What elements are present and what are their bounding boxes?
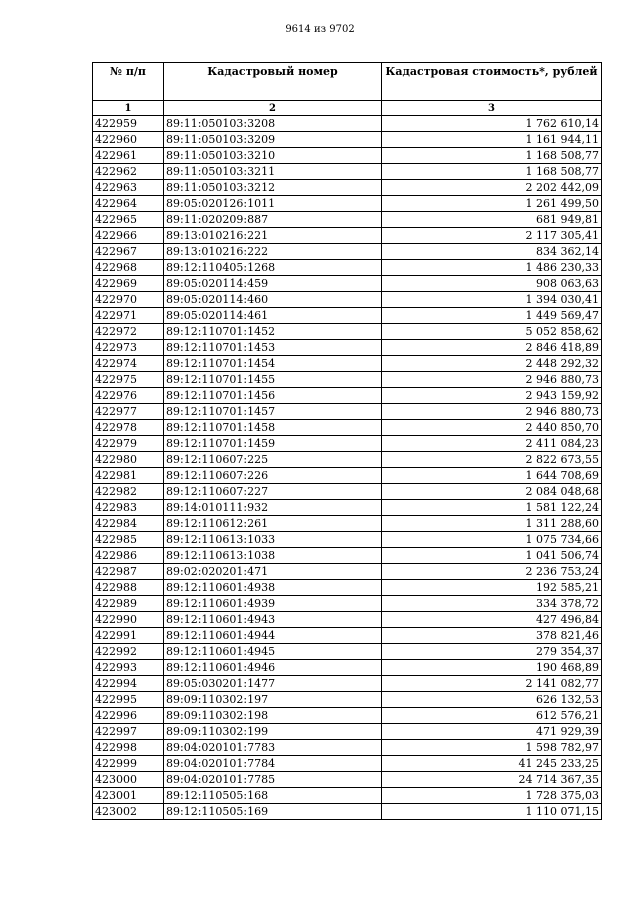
cadastral-number: 89:11:050103:3209 (164, 132, 382, 148)
cadastral-value: 2 411 084,23 (382, 436, 602, 452)
table-row (93, 724, 602, 740)
cadastral-number: 89:12:110701:1455 (164, 372, 382, 388)
table-row (93, 692, 602, 708)
cadastral-number: 89:12:110701:1457 (164, 404, 382, 420)
cadastral-number: 89:13:010216:222 (164, 244, 382, 260)
cadastral-number: 89:12:110701:1458 (164, 420, 382, 436)
table-row (93, 164, 602, 180)
cadastral-value: 2 084 048,68 (382, 484, 602, 500)
cadastral-value: 834 362,14 (382, 244, 602, 260)
cadastral-number: 89:14:010111:932 (164, 500, 382, 516)
cadastral-value: 1 161 944,11 (382, 132, 602, 148)
table-row (93, 612, 602, 628)
row-number: 422961 (93, 148, 164, 164)
table-row (93, 340, 602, 356)
row-number: 422993 (93, 660, 164, 676)
cadastral-number: 89:12:110601:4946 (164, 660, 382, 676)
cadastral-value: 626 132,53 (382, 692, 602, 708)
table-row (93, 644, 602, 660)
cadastral-value: 1 598 782,97 (382, 740, 602, 756)
cadastral-value: 1 394 030,41 (382, 292, 602, 308)
table-row (93, 292, 602, 308)
cadastral-number: 89:05:020114:459 (164, 276, 382, 292)
row-number: 422990 (93, 612, 164, 628)
row-number: 422992 (93, 644, 164, 660)
cadastral-value: 1 261 499,50 (382, 196, 602, 212)
page-header: 9614 из 9702 (285, 24, 355, 35)
cadastral-value: 2 440 850,70 (382, 420, 602, 436)
row-number: 422963 (93, 180, 164, 196)
table-row (93, 804, 602, 820)
cadastral-number: 89:11:020209:887 (164, 212, 382, 228)
column-number: 2 (164, 101, 382, 116)
cadastral-value: 2 448 292,32 (382, 356, 602, 372)
cadastral-number: 89:09:110302:199 (164, 724, 382, 740)
cadastral-number: 89:02:020201:471 (164, 564, 382, 580)
row-number: 422985 (93, 532, 164, 548)
header-cadastral-value: Кадастровая стоимость*, рублей (382, 63, 602, 101)
cadastral-value: 681 949,81 (382, 212, 602, 228)
cadastral-value: 378 821,46 (382, 628, 602, 644)
row-number: 422969 (93, 276, 164, 292)
table-row (93, 708, 602, 724)
cadastral-value: 5 052 858,62 (382, 324, 602, 340)
table-header-row (93, 63, 602, 101)
cadastral-value: 2 202 442,09 (382, 180, 602, 196)
cadastral-value: 908 063,63 (382, 276, 602, 292)
row-number: 422974 (93, 356, 164, 372)
cadastral-value: 190 468,89 (382, 660, 602, 676)
table-row (93, 260, 602, 276)
table-row (93, 404, 602, 420)
row-number: 422966 (93, 228, 164, 244)
table-row (93, 500, 602, 516)
cadastral-value: 2 943 159,92 (382, 388, 602, 404)
row-number: 422959 (93, 116, 164, 132)
cadastral-value: 24 714 367,35 (382, 772, 602, 788)
table-row (93, 228, 602, 244)
table-row (93, 772, 602, 788)
cadastral-number: 89:05:020114:460 (164, 292, 382, 308)
cadastral-value: 2 946 880,73 (382, 372, 602, 388)
cadastral-number: 89:05:030201:1477 (164, 676, 382, 692)
table-row (93, 548, 602, 564)
row-number: 422960 (93, 132, 164, 148)
cadastral-number: 89:13:010216:221 (164, 228, 382, 244)
row-number: 422997 (93, 724, 164, 740)
cadastral-value: 1 041 506,74 (382, 548, 602, 564)
cadastral-value: 2 236 753,24 (382, 564, 602, 580)
cadastral-number: 89:12:110505:169 (164, 804, 382, 820)
table-row (93, 516, 602, 532)
table-row (93, 740, 602, 756)
row-number: 422994 (93, 676, 164, 692)
cadastral-number: 89:12:110601:4938 (164, 580, 382, 596)
cadastral-number: 89:12:110607:225 (164, 452, 382, 468)
row-number: 422968 (93, 260, 164, 276)
cadastral-value: 1 581 122,24 (382, 500, 602, 516)
table-row (93, 372, 602, 388)
row-number: 422989 (93, 596, 164, 612)
cadastral-value: 41 245 233,25 (382, 756, 602, 772)
table-row (93, 564, 602, 580)
cadastral-value: 279 354,37 (382, 644, 602, 660)
cadastral-value: 1 728 375,03 (382, 788, 602, 804)
table-row (93, 196, 602, 212)
row-number: 422971 (93, 308, 164, 324)
cadastral-number: 89:12:110701:1456 (164, 388, 382, 404)
cadastral-number: 89:09:110302:197 (164, 692, 382, 708)
cadastral-number: 89:12:110612:261 (164, 516, 382, 532)
table-row (93, 756, 602, 772)
cadastral-number: 89:11:050103:3208 (164, 116, 382, 132)
column-number-row (93, 101, 602, 116)
row-number: 422980 (93, 452, 164, 468)
table-row (93, 308, 602, 324)
cadastral-number: 89:05:020114:461 (164, 308, 382, 324)
row-number: 422979 (93, 436, 164, 452)
cadastral-number: 89:11:050103:3210 (164, 148, 382, 164)
row-number: 422962 (93, 164, 164, 180)
cadastral-number: 89:12:110601:4945 (164, 644, 382, 660)
row-number: 422996 (93, 708, 164, 724)
cadastral-value: 1 449 569,47 (382, 308, 602, 324)
cadastral-number: 89:12:110601:4943 (164, 612, 382, 628)
table-row (93, 788, 602, 804)
row-number: 422984 (93, 516, 164, 532)
cadastral-value: 1 168 508,77 (382, 164, 602, 180)
table-row (93, 356, 602, 372)
row-number: 422967 (93, 244, 164, 260)
row-number: 423000 (93, 772, 164, 788)
row-number: 422964 (93, 196, 164, 212)
table-row (93, 324, 602, 340)
table-row (93, 212, 602, 228)
cadastral-value: 427 496,84 (382, 612, 602, 628)
cadastral-value: 1 110 071,15 (382, 804, 602, 820)
cadastral-number: 89:12:110607:226 (164, 468, 382, 484)
cadastral-number: 89:12:110701:1453 (164, 340, 382, 356)
table-row (93, 628, 602, 644)
cadastral-number: 89:12:110601:4939 (164, 596, 382, 612)
header-cadastral-number: Кадастровый номер (164, 63, 382, 101)
row-number: 422986 (93, 548, 164, 564)
row-number: 422975 (93, 372, 164, 388)
cadastral-number: 89:04:020101:7783 (164, 740, 382, 756)
cadastral-value: 1 075 734,66 (382, 532, 602, 548)
cadastral-table (92, 62, 602, 820)
cadastral-value: 471 929,39 (382, 724, 602, 740)
cadastral-value: 1 486 230,33 (382, 260, 602, 276)
row-number: 422983 (93, 500, 164, 516)
row-number: 422981 (93, 468, 164, 484)
header-number: № п/п (93, 63, 164, 101)
row-number: 422973 (93, 340, 164, 356)
table-row (93, 484, 602, 500)
cadastral-number: 89:09:110302:198 (164, 708, 382, 724)
row-number: 422965 (93, 212, 164, 228)
cadastral-value: 2 946 880,73 (382, 404, 602, 420)
cadastral-value: 1 762 610,14 (382, 116, 602, 132)
table-row (93, 436, 602, 452)
row-number: 422978 (93, 420, 164, 436)
row-number: 422991 (93, 628, 164, 644)
table-row (93, 676, 602, 692)
cadastral-number: 89:12:110613:1033 (164, 532, 382, 548)
cadastral-number: 89:04:020101:7785 (164, 772, 382, 788)
cadastral-value: 612 576,21 (382, 708, 602, 724)
table-row (93, 148, 602, 164)
cadastral-value: 2 117 305,41 (382, 228, 602, 244)
row-number: 422995 (93, 692, 164, 708)
cadastral-value: 1 311 288,60 (382, 516, 602, 532)
cadastral-number: 89:12:110701:1459 (164, 436, 382, 452)
row-number: 422987 (93, 564, 164, 580)
table-row (93, 532, 602, 548)
cadastral-value: 1 644 708,69 (382, 468, 602, 484)
table-row (93, 468, 602, 484)
row-number: 422970 (93, 292, 164, 308)
table-row (93, 388, 602, 404)
column-number: 1 (93, 101, 164, 116)
row-number: 422972 (93, 324, 164, 340)
row-number: 422977 (93, 404, 164, 420)
cadastral-number: 89:04:020101:7784 (164, 756, 382, 772)
table-row (93, 452, 602, 468)
table-row (93, 596, 602, 612)
table-row (93, 244, 602, 260)
table-row (93, 180, 602, 196)
cadastral-number: 89:12:110601:4944 (164, 628, 382, 644)
row-number: 422999 (93, 756, 164, 772)
row-number: 422976 (93, 388, 164, 404)
cadastral-number: 89:12:110505:168 (164, 788, 382, 804)
table-row (93, 580, 602, 596)
cadastral-value: 334 378,72 (382, 596, 602, 612)
row-number: 422988 (93, 580, 164, 596)
cadastral-number: 89:05:020126:1011 (164, 196, 382, 212)
cadastral-value: 2 141 082,77 (382, 676, 602, 692)
row-number: 423002 (93, 804, 164, 820)
table-row (93, 132, 602, 148)
table-row (93, 116, 602, 132)
cadastral-number: 89:12:110701:1452 (164, 324, 382, 340)
cadastral-number: 89:11:050103:3212 (164, 180, 382, 196)
table-row (93, 420, 602, 436)
row-number: 422998 (93, 740, 164, 756)
table-row (93, 660, 602, 676)
cadastral-number: 89:11:050103:3211 (164, 164, 382, 180)
row-number: 423001 (93, 788, 164, 804)
cadastral-number: 89:12:110405:1268 (164, 260, 382, 276)
cadastral-value: 2 822 673,55 (382, 452, 602, 468)
cadastral-number: 89:12:110613:1038 (164, 548, 382, 564)
cadastral-value: 192 585,21 (382, 580, 602, 596)
cadastral-value: 1 168 508,77 (382, 148, 602, 164)
cadastral-value: 2 846 418,89 (382, 340, 602, 356)
row-number: 422982 (93, 484, 164, 500)
table-body (93, 116, 602, 820)
table-row (93, 276, 602, 292)
cadastral-number: 89:12:110701:1454 (164, 356, 382, 372)
cadastral-number: 89:12:110607:227 (164, 484, 382, 500)
column-number: 3 (382, 101, 602, 116)
